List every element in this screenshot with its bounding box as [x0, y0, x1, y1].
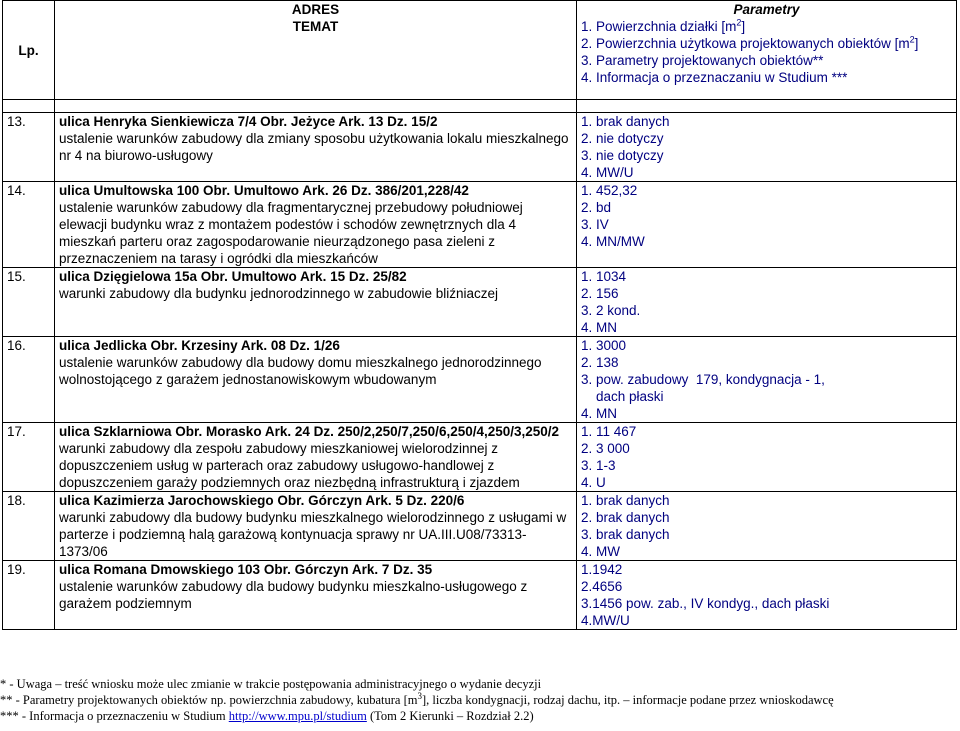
studium-link[interactable]: http://www.mpu.pl/studium	[228, 709, 367, 723]
row-params	[577, 337, 957, 423]
row-param-line: 3. 2 kond.	[581, 303, 641, 318]
row-address: ulica Henryka Sienkiewicza 7/4 Obr. Jeżyce Ark. 13 Dz. 15/2	[59, 114, 438, 129]
footnote-3: *** - Informacja o przeznaczeniu w Studium http://www.mpu.pl/studium (Tom 2 Kierunki – Rozdział 2.2)	[0, 709, 534, 723]
row-topic: ustalenie warunków zabudowy dla budowy domu mieszkalnego jednorodzinnego wolnostojącego z garażem jednostanowiskowym wbudowanym	[59, 355, 542, 387]
row-param-line: 3. 1-3	[581, 458, 616, 473]
row-params	[577, 268, 957, 337]
row-topic: warunki zabudowy dla budynku jednorodzinnego w zabudowie bliźniaczej	[59, 286, 499, 301]
param-line-1: 1. Powierzchnia działki $[m^2]$	[581, 17, 746, 34]
row-param-line: 1. 3000	[581, 338, 627, 353]
row-address: ulica Szklarniowa Obr. Morasko Ark. 24 Dz. 250/2,250/7,250/6,250/4,250/3,250/2	[59, 424, 560, 439]
parametry-header-text: Parametry	[733, 2, 800, 17]
row-number: 19.	[3, 561, 55, 630]
param-line-2: 2. Powierzchnia użytkowa projektowanych obiektów $[m^2]$	[581, 34, 919, 51]
footnote-2: ** - Parametry projektowanych obiektów np. powierzchnia zabudowy, kubatura $[m^3]$, liczba kondygnacji, rodzaj dachu, itp. – informacje podane przez wnioskodawcę	[0, 690, 834, 707]
row-param-line: 2. 138	[581, 355, 619, 370]
row-address-topic	[55, 268, 577, 337]
table-row	[3, 113, 957, 182]
param-line-4: 4. Informacja o przeznaczaniu w Studium ***	[581, 70, 848, 85]
lp-header-text: Lp.	[18, 42, 39, 58]
row-param-line: 2. nie dotyczy	[581, 131, 664, 146]
row-param-line: 2. 156	[581, 286, 619, 301]
row-number: 16.	[3, 337, 55, 423]
table-row	[3, 337, 957, 423]
row-param-line: 1.1942	[581, 562, 623, 577]
row-param-line: 4. U	[581, 475, 606, 490]
row-param-line: 4. MN	[581, 406, 618, 421]
row-topic: warunki zabudowy dla zespołu zabudowy mieszkaniowej wielorodzinnej z dopuszczeniem usług w parterach oraz zabudowy usługowo-handlowej z dopuszczeniem garaży podziemnych oraz niezbędną infrastrukturą i zjazdem	[59, 441, 520, 490]
row-address: ulica Kazimierza Jarochowskiego Obr. Górczyn Ark. 5 Dz. 220/6	[59, 493, 465, 508]
row-param-line: 4. MN	[581, 320, 618, 335]
row-address: ulica Umultowska 100 Obr. Umultowo Ark. 26 Dz. 386/201,228/42	[59, 183, 469, 198]
table-row	[3, 182, 957, 268]
row-params	[577, 423, 957, 492]
params-header	[577, 1, 957, 100]
row-param-line: 3.1456 pow. zab., IV kondyg., dach płaski	[581, 596, 830, 611]
row-address-topic	[55, 113, 577, 182]
row-address-topic	[55, 423, 577, 492]
row-address: ulica Jedlicka Obr. Krzesiny Ark. 08 Dz. 1/26	[59, 338, 340, 353]
row-params	[577, 561, 957, 630]
table-row	[3, 561, 957, 630]
table-header-row	[3, 1, 957, 100]
row-param-line: 2. 3 000	[581, 441, 630, 456]
table-row	[3, 268, 957, 337]
row-number: 18.	[3, 492, 55, 561]
row-number: 14.	[3, 182, 55, 268]
row-address-topic	[55, 492, 577, 561]
table-row	[3, 492, 957, 561]
row-param-line: 2.4656	[581, 579, 623, 594]
temat-header-text: TEMAT	[292, 19, 339, 34]
row-param-line: 4.MW/U	[581, 613, 630, 628]
row-address-topic	[55, 337, 577, 423]
row-param-line: 1. 11 467	[581, 424, 637, 439]
row-topic: ustalenie warunków zabudowy dla zmiany sposobu użytkowania lokalu mieszkalnego nr 4 na biurowo-usługowy	[59, 131, 569, 163]
row-address: ulica Dzięgielowa 15a Obr. Umultowo Ark. 15 Dz. 25/82	[59, 269, 407, 284]
lp-header	[3, 1, 55, 100]
row-params	[577, 113, 957, 182]
row-param-line: 1. 452,32	[581, 183, 638, 198]
row-topic: warunki zabudowy dla budowy budynku mieszkalnego wielorodzinnego z usługami w parterze i podziemną halą garażową kontynuacja sprawy nr UA.III.U08/73313-1373/06	[59, 510, 567, 559]
row-param-line: 2. brak danych	[581, 510, 670, 525]
row-param-line: 4. MW	[581, 544, 620, 559]
header-gap-row	[3, 100, 957, 113]
row-topic: ustalenie warunków zabudowy dla fragmentarycznej przebudowy południowej elewacji budynku wraz z montażem podestów i schodów zewnętrznych dla 4 mieszkań parteru oraz zagospodarowanie nieurządzonego pasa zieleni z przeznaczeniem na tarasy i ogródki dla mieszkańców	[59, 200, 523, 266]
row-params	[577, 492, 957, 561]
row-address-topic	[55, 182, 577, 268]
row-param-line: 1. brak danych	[581, 493, 670, 508]
row-param-line: 3. nie dotyczy	[581, 148, 664, 163]
row-params	[577, 182, 957, 268]
row-address: ulica Romana Dmowskiego 103 Obr. Górczyn Ark. 7 Dz. 35	[59, 562, 433, 577]
row-param-line: dach płaski	[581, 389, 664, 404]
row-number: 15.	[3, 268, 55, 337]
footnote-1: * - Uwaga – treść wniosku może ulec zmianie w trakcie postępowania administracyjnego o wydanie decyzji	[0, 677, 542, 691]
row-topic: ustalenie warunków zabudowy dla budowy budynku mieszkalno-usługowego z garażem podziemnym	[59, 579, 528, 611]
row-address-topic	[55, 561, 577, 630]
row-param-line: 2. bd	[581, 200, 612, 215]
param-line-3: 3. Parametry projektowanych obiektów**	[581, 53, 824, 68]
row-param-line: 4. MN/MW	[581, 234, 645, 249]
row-param-line: 3. pow. zabudowy 179, kondygnacja - 1,	[581, 372, 825, 387]
footnotes	[0, 676, 834, 724]
row-param-line: 1. brak danych	[581, 114, 670, 129]
table-row	[3, 423, 957, 492]
row-param-line: 3. brak danych	[581, 527, 670, 542]
row-number: 13.	[3, 113, 55, 182]
row-param-line: 1. 1034	[581, 269, 627, 284]
row-param-line: 3. IV	[581, 217, 609, 232]
decisions-table	[2, 0, 957, 630]
address-topic-header	[55, 1, 577, 100]
row-number: 17.	[3, 423, 55, 492]
row-param-line: 4. MW/U	[581, 165, 634, 180]
adres-header-text: ADRES	[291, 2, 340, 17]
